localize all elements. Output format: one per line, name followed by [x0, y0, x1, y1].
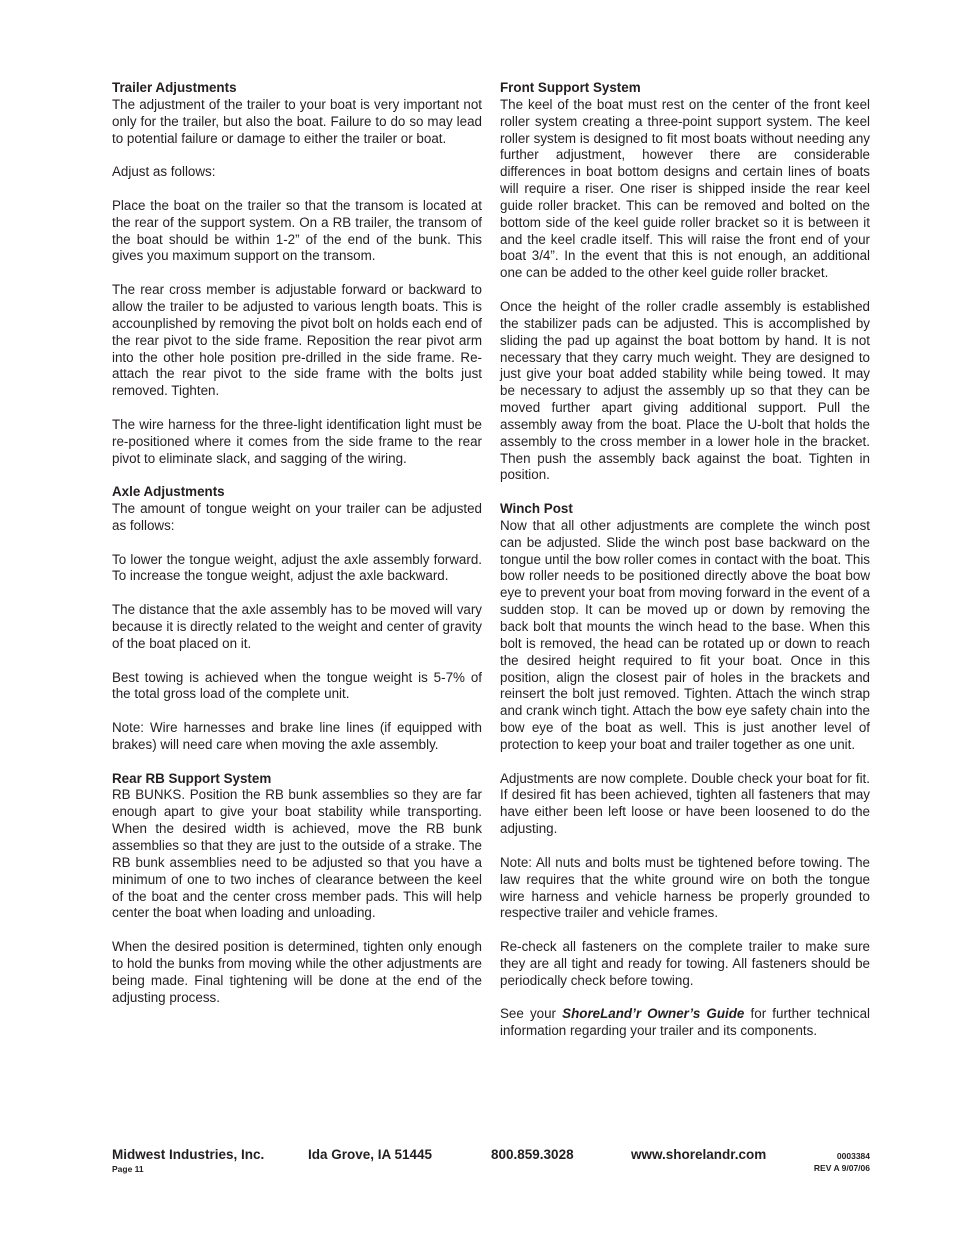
paragraph: The distance that the axle assembly has to be moved will vary because it is directly related to the weight and center of gravity of the boat placed on it. — [112, 602, 482, 651]
paragraph: To lower the tongue weight, adjust the axle assembly forward. To increase the tongue weight, adjust the axle backward. — [112, 551, 482, 584]
doc-number: 0003384 — [836, 1151, 870, 1161]
page-number: Page 11 — [112, 1164, 144, 1174]
paragraph: The keel of the boat must rest on the center of the front keel roller system creating a three-point support system. The keel roller system is designed to fit most boats without needing any further adjustment, however there are considerable differences in boat bottom designs and certain lines of boats will require a riser. One riser is shipped inside the rear keel guide roller bracket. This can be removed and bolted on the bottom side of the keel guide roller bracket so it is between it and the keel cradle itself. This will raise the front end of your boat 3/4”. In the event that this is not enough, an additional one can be added to the other keel guide roller bracket. — [500, 96, 870, 281]
footer-website: www.shorelandr.com — [631, 1147, 767, 1162]
closing-suffix: for further technical information regarding your trailer and its components. — [500, 1006, 870, 1039]
footer-phone: 800.859.3028 — [491, 1147, 574, 1162]
axle-adjustments-section — [112, 484, 482, 754]
paragraph: RB BUNKS. Position the RB bunk assemblies so they are far enough apart to give your boat stability while transporting. When the desired width is achieved, move the RB bunk assemblies so that they are just to the outside of a strake. The RB bunk assemblies need to be adjusted so that you have a minimum of one to two inches of clearance between the keel of the boat and the center cross member pads. This will help center the boat when loading and unloading. — [112, 787, 482, 921]
section-heading: Trailer Adjustments — [112, 80, 237, 95]
paragraph: Once the height of the roller cradle assembly is established the stabilizer pads can be adjusted. This is accomplished by sliding the pad up against the boat bottom by hand. It is not necessary that they carry much weight. They are designed to just give your boat added stability while being towed. It may be necessary to adjust the assembly up so that they can be moved further apart giving additional support. Pull the assembly away from the boat. Place the U-bolt that holds the assembly to the cross member in a lower hole in the bracket. Then push the assembly back against the boat. Tighten in position. — [500, 298, 870, 483]
winch-post-section — [500, 501, 870, 1040]
paragraph: Place the boat on the trailer so that the transom is located at the rear of the support system. On a RB trailer, the transom of the boat should be within 1-2” of the end of the bunk. This gives you maximum support on the transom. — [112, 197, 482, 264]
section-heading: Winch Post — [500, 501, 573, 517]
page-footer — [112, 1147, 870, 1187]
paragraph: When the desired position is determined, tighten only enough to hold the bunks from moving while the other adjustments are being made. Final tightening will be done at the end of the adjusting process. — [112, 939, 482, 1005]
paragraph: The wire harness for the three-light identification light must be re-positioned where it comes from the side frame to the rear pivot to eliminate slack, and sagging of the wiring. — [112, 416, 482, 466]
trailer-adjustments-section — [112, 80, 482, 467]
section-heading: Axle Adjustments — [112, 484, 225, 500]
closing-paragraph — [500, 1006, 870, 1040]
paragraph: The adjustment of the trailer to your boat is very important not only for the trailer, but also the boat. Failure to do so may lead to potential failure or damage to either the trailer or boat. — [112, 96, 482, 146]
owners-guide-title: ShoreLand’r Owner’s Guide — [562, 1006, 745, 1022]
paragraph: Adjustments are now complete. Double check your boat for fit. If desired fit has been achieved, tighten all fasteners that may have either been left loose or have been loosened to do the adjusting. — [500, 770, 870, 837]
paragraph: Note: Wire harnesses and brake line lines (if equipped with brakes) will need care when moving the axle assembly. — [112, 720, 482, 752]
section-heading: Front Support System — [500, 80, 641, 95]
paragraph: Re-check all fasteners on the complete trailer to make sure they are all tight and ready for towing. All fasteners should be periodically check before towing. — [500, 939, 870, 988]
revision: REV A 9/07/06 — [813, 1163, 870, 1173]
paragraph: Adjust as follows: — [112, 164, 216, 180]
paragraph: Now that all other adjustments are complete the winch post can be adjusted. Slide the winch post base backward on the tongue until the bow roller comes in contact with the boat. This bow roller needs to be positioned directly above the boat bow eye to prevent your boat from moving forward in the event of a sudden stop. It can be moved up or down by removing the back bolt that mounts the winch head to the base. When this bolt is removed, the head can be rotated up or down to reach the desired height required to fit your boat. Once in this position, align the closest pair of holes in the brackets and reinsert the bolt just removed. Tighten. Attach the winch strap and crank winch tight. Attach the bow eye safety chain into the bow eye of the boat as well. This is just another level of protection to keep your boat and trailer together as one unit. — [500, 517, 870, 752]
footer-location: Ida Grove, IA 51445 — [308, 1147, 433, 1162]
front-support-section — [500, 80, 870, 484]
paragraph: Note: All nuts and bolts must be tightened before towing. The law requires that the white ground wire on both the tongue wire harness and vehicle harness be properly grounded to respective trailer and vehicle frames. — [500, 854, 870, 921]
paragraph: Best towing is achieved when the tongue weight is 5-7% of the total gross load of the complete unit. — [112, 669, 482, 702]
left-column — [112, 80, 482, 1023]
right-column — [500, 80, 870, 1057]
footer-company: Midwest Industries, Inc. — [112, 1147, 265, 1162]
closing-prefix: See your — [500, 1006, 563, 1022]
paragraph: The rear cross member is adjustable forward or backward to allow the trailer to be adjusted to various length boats. This is accounplished by removing the pivot bolt on holds each end of the rear pivot to the side frame. Reposition the rear pivot arm into the other hole position pre-drilled in the side frame. Re-attach the rear pivot to the side frame with the bolts just removed. Tighten. — [112, 282, 482, 399]
rear-rb-support-section — [112, 771, 482, 1007]
section-heading: Rear RB Support System — [112, 770, 272, 786]
paragraph: The amount of tongue weight on your trailer can be adjusted as follows: — [112, 501, 482, 533]
